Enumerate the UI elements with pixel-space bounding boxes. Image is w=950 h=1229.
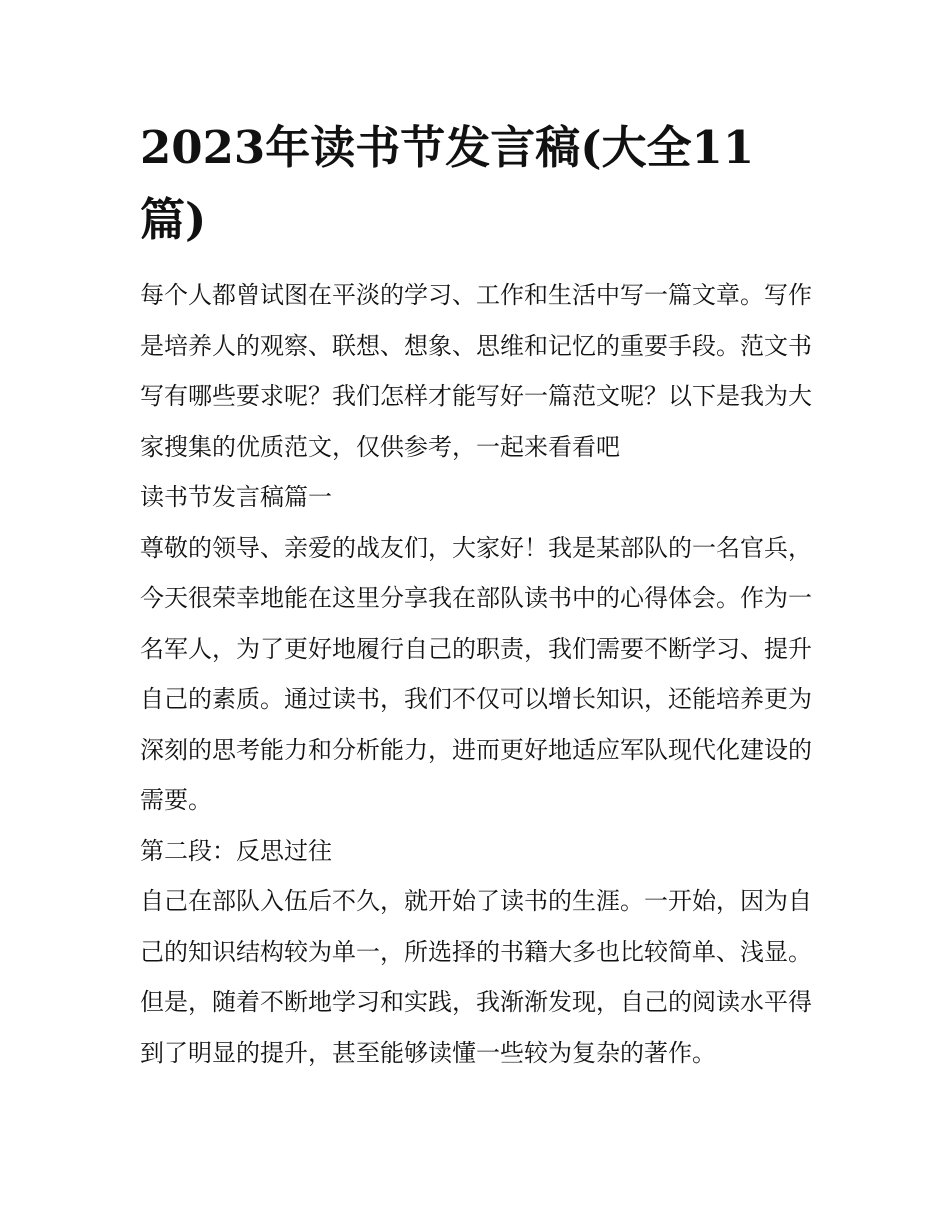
section-2-paragraph: 自己在部队入伍后不久，就开始了读书的生涯。一开始，因为自己的知识结构较为单一，所选择的书籍大多也比较简单、浅显。但是，随着不断地学习和实践，我渐渐发现，自己的阅读水平得到了明显的提升，甚至能够读懂一些较为复杂的著作。 [140,887,812,1067]
document-title: 2023年读书节发言稿(大全11篇) [140,121,755,246]
intro-paragraph: 每个人都曾试图在平淡的学习、工作和生活中写一篇文章。写作是培养人的观察、联想、想象、思维和记忆的重要手段。范文书写有哪些要求呢？我们怎样才能写好一篇范文呢？以下是我为大家搜集的优质范文，仅供参考，一起来看看吧 [140,281,812,461]
section-2-heading: 第二段：反思过往 [140,836,332,865]
section-1-paragraph: 尊敬的领导、亲爱的战友们，大家好！我是某部队的一名官兵，今天很荣幸地能在这里分享我在部队读书中的心得体会。作为一名军人，为了更好地履行自己的职责，我们需要不断学习、提升自己的素质。通过读书，我们不仅可以增长知识，还能培养更为深刻的思考能力和分析能力，进而更好地适应军队现代化建设的需要。 [140,533,812,814]
section-1-heading: 读书节发言稿篇一 [140,483,332,511]
document-page [140,112,812,1078]
